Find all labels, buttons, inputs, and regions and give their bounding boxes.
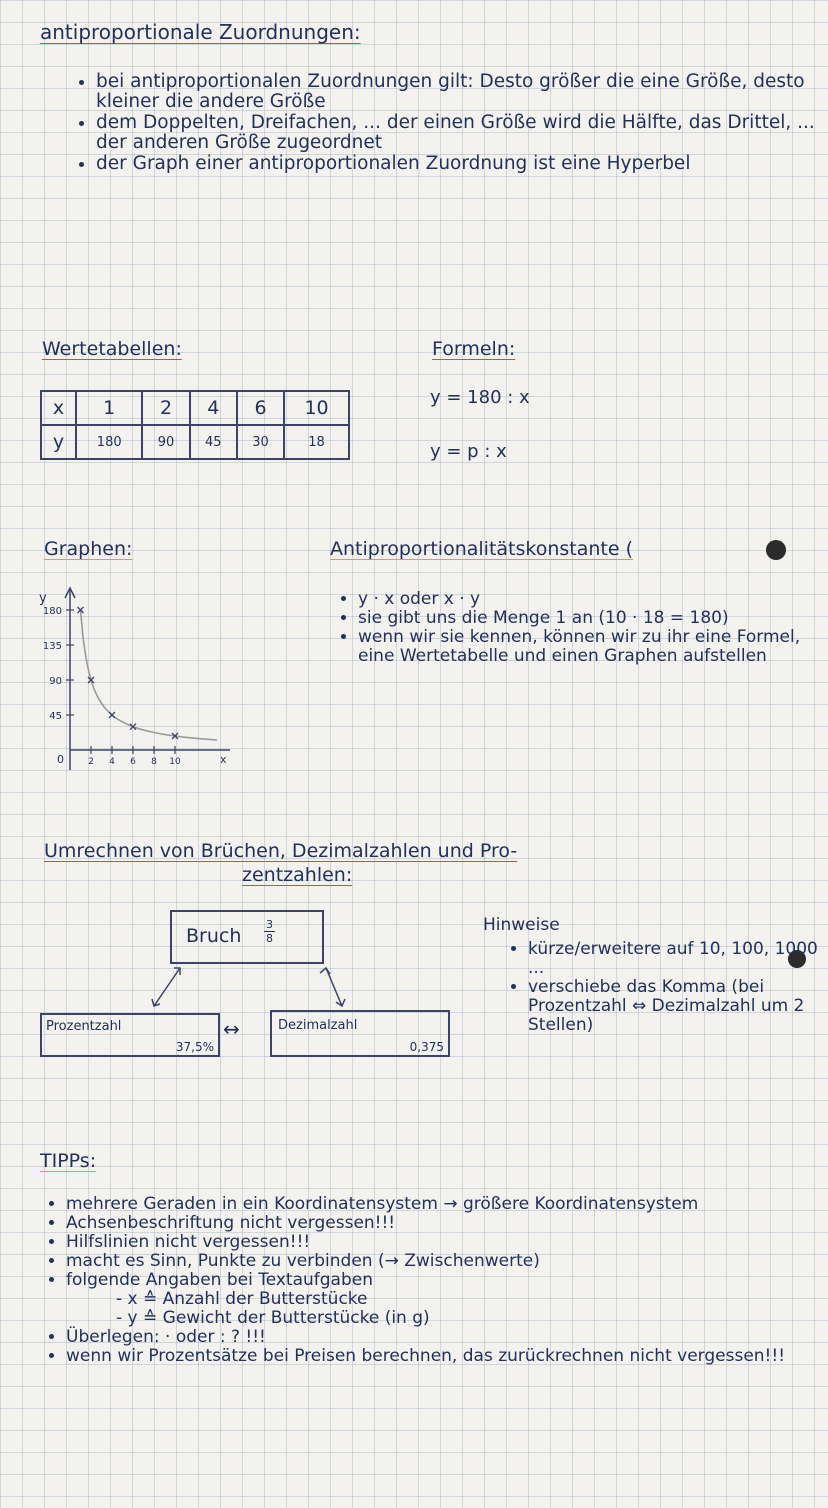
page-title: antiproportionale Zuordnungen: — [40, 20, 361, 44]
origin-label: 0 — [57, 753, 64, 766]
intro-item: • der Graph einer antiproportionalen Zuordnung ist eine Hyperbel — [96, 154, 828, 174]
list-item: • Achsenbeschriftung nicht vergessen!!! — [66, 1214, 818, 1233]
prozent-label: Prozentzahl — [46, 1019, 122, 1034]
x-axis-label: x — [220, 753, 227, 766]
list-item: • y · x oder x · y — [358, 590, 808, 609]
table-cell: 180 — [76, 425, 142, 459]
x-ticks — [88, 746, 181, 767]
hinweise-heading: Hinweise — [483, 915, 560, 935]
list-item: • macht es Sinn, Punkte zu verbinden (→ Zwischenwerte) — [66, 1252, 818, 1271]
list-item: • Überlegen: · oder : ? !!! — [66, 1328, 818, 1347]
tipps-list — [48, 1195, 818, 1366]
intro-item: • bei antiproportionalen Zuordnungen gilt: Desto größer die eine Größe, desto kleiner die andere Größe — [96, 72, 828, 112]
y-axis-label: y — [39, 591, 47, 606]
list-item: • verschiebe das Komma (bei Prozentzahl ⇔ Dezimalzahl um 2 Stellen) — [528, 978, 818, 1035]
fraction-denominator: 8 — [266, 932, 273, 945]
bruch-fraction — [264, 918, 275, 945]
y-tick-label: 90 — [49, 676, 62, 687]
graphen-heading: Graphen: — [44, 538, 133, 560]
table-cell: x — [41, 391, 76, 425]
list-item: • sie gibt uns die Menge 1 an (10 · 18 = 180) — [358, 609, 808, 628]
sub-item: - x ≙ Anzahl der Butterstücke — [116, 1289, 368, 1309]
dezimal-value: 0,375 — [409, 1040, 444, 1054]
prozent-box — [40, 1013, 220, 1057]
table-cell: 6 — [237, 391, 284, 425]
formeln-heading: Formeln: — [432, 338, 516, 360]
table-row — [41, 425, 349, 459]
tipps-sublist — [48, 1290, 818, 1328]
double-arrow-icon: ↔ — [223, 1017, 240, 1041]
y-tick-label: 135 — [42, 641, 62, 652]
konstante-list — [340, 590, 808, 666]
dezimal-box — [270, 1010, 450, 1057]
formula-1: y = 180 : x — [430, 387, 530, 408]
intro-list — [78, 72, 828, 175]
arrow-line — [154, 968, 180, 1006]
tipps-items — [48, 1195, 818, 1290]
table-cell: y — [41, 425, 76, 459]
list-item: • Hilfslinien nicht vergessen!!! — [66, 1233, 818, 1252]
table-cell: 1 — [76, 391, 142, 425]
arrow-line — [326, 968, 342, 1006]
list-item: • wenn wir sie kennen, können wir zu ihr eine Formel, eine Wertetabelle und einen Graphen aufstellen — [358, 628, 808, 666]
y-tick-label: 45 — [49, 711, 62, 722]
table-cell: 45 — [190, 425, 237, 459]
bruch-label: Bruch — [186, 925, 242, 947]
list-item: • folgende Angaben bei Textaufgaben — [66, 1271, 818, 1290]
list-item: • wenn wir Prozentsätze bei Preisen berechnen, das zurückrechnen nicht vergessen!!! — [66, 1347, 818, 1366]
punch-hole-icon — [766, 540, 786, 560]
formula-2: y = p : x — [430, 441, 507, 462]
table-cell: 30 — [237, 425, 284, 459]
dezimal-label: Dezimalzahl — [278, 1018, 358, 1033]
data-point — [109, 712, 115, 718]
x-tick-label: 10 — [169, 757, 181, 767]
x-tick-label: 6 — [130, 757, 136, 767]
intro-item: • dem Doppelten, Dreifachen, ... der einen Größe wird die Hälfte, das Drittel, ... der anderen Größe zugeordnet — [96, 113, 828, 153]
umrechnen-heading — [44, 840, 804, 886]
data-points — [78, 607, 179, 739]
table-cell: 18 — [284, 425, 349, 459]
table-cell: 90 — [142, 425, 189, 459]
hyperbel-graph — [25, 580, 255, 780]
list-item: • kürze/erweitere auf 10, 100, 1000 ... — [528, 940, 818, 978]
fraction-numerator: 3 — [266, 918, 273, 931]
arrow-head-icon — [320, 968, 330, 974]
bruch-box — [170, 910, 324, 964]
prozent-value: 37,5% — [175, 1040, 214, 1054]
werte-heading: Wertetabellen: — [42, 338, 182, 360]
x-tick-label: 2 — [88, 757, 94, 767]
tipps-items-2 — [48, 1328, 818, 1366]
x-tick-label: 4 — [109, 757, 115, 767]
tipps-heading: TIPPs: — [40, 1150, 97, 1172]
umrechnen-heading-line: Umrechnen von Brüchen, Dezimalzahlen und Pro- — [44, 840, 518, 862]
list-item: • mehrere Geraden in ein Koordinatensystem → größere Koordinatensystem — [66, 1195, 818, 1214]
hyperbel-curve — [81, 610, 218, 740]
werte-table — [40, 390, 350, 460]
hinweise-list — [510, 940, 818, 1035]
sub-item: - y ≙ Gewicht der Butterstücke (in g) — [116, 1308, 430, 1328]
konstante-heading: Antiproportionalitätskonstante ( — [330, 538, 633, 560]
table-cell: 10 — [284, 391, 349, 425]
umrechnen-heading-line: zentzahlen: — [242, 864, 353, 886]
table-cell: 2 — [142, 391, 189, 425]
x-tick-label: 8 — [151, 757, 157, 767]
conversion-arrows — [140, 962, 360, 1012]
table-cell: 4 — [190, 391, 237, 425]
table-row — [41, 391, 349, 425]
y-tick-label: 180 — [42, 606, 62, 617]
